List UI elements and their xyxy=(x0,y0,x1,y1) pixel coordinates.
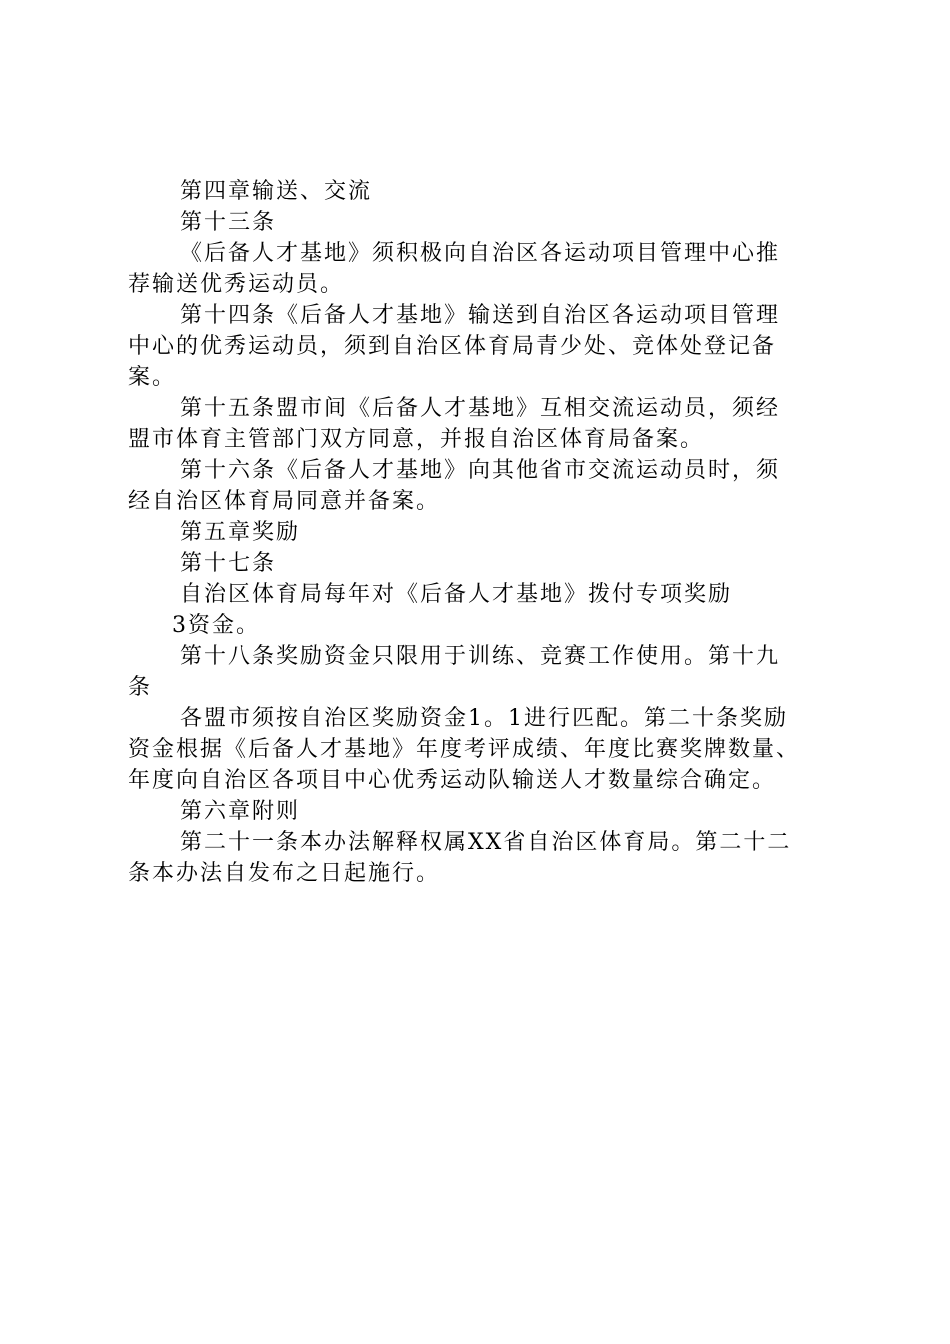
paragraph-line: 盟市体育主管部门双方同意，并报自治区体育局备案。 xyxy=(128,427,705,452)
article-heading: 第十七条 xyxy=(180,551,277,576)
paragraph-line: 自治区体育局每年对《后备人才基地》拨付专项奖励 xyxy=(180,582,733,607)
paragraph-line: 年度向自治区各项目中心优秀运动队输送人才数量综合确定。 xyxy=(128,768,777,793)
paragraph-line: 《后备人才基地》须积极向自治区各运动项目管理中心推 xyxy=(180,241,781,266)
article-heading: 第十三条 xyxy=(180,210,277,235)
paragraph-line: 各盟市须按自治区奖励资金1。1进行匹配。第二十条奖励 xyxy=(180,706,788,731)
paragraph-line: 中心的优秀运动员，须到自治区体育局青少处、竞体处登记备 xyxy=(128,334,777,359)
paragraph-line: 第十五条盟市间《后备人才基地》互相交流运动员，须经 xyxy=(180,396,781,421)
paragraph-line: 经自治区体育局同意并备案。 xyxy=(128,489,441,514)
paragraph-line: 资金根据《后备人才基地》年度考评成绩、年度比赛奖牌数量、 xyxy=(128,737,801,762)
paragraph-line: 第二十一条本办法解释权属XX省自治区体育局。第二十二 xyxy=(180,830,792,855)
paragraph-line: 第十六条《后备人才基地》向其他省市交流运动员时，须 xyxy=(180,458,781,483)
paragraph-line: 条本办法自发布之日起施行。 xyxy=(128,861,441,886)
paragraph-line: 条 xyxy=(128,675,153,700)
paragraph-line: 案。 xyxy=(128,365,177,390)
paragraph-line: 3资金。 xyxy=(172,613,260,638)
paragraph-line: 荐输送优秀运动员。 xyxy=(128,272,345,297)
paragraph-line: 第十四条《后备人才基地》输送到自治区各运动项目管理 xyxy=(180,303,781,328)
document-body xyxy=(128,176,832,889)
chapter-heading: 第五章奖励 xyxy=(180,520,301,545)
chapter-heading: 第六章附则 xyxy=(180,799,301,824)
paragraph-line: 第十八条奖励资金只限用于训练、竞赛工作使用。第十九 xyxy=(180,644,781,669)
chapter-heading: 第四章输送、交流 xyxy=(180,179,373,204)
